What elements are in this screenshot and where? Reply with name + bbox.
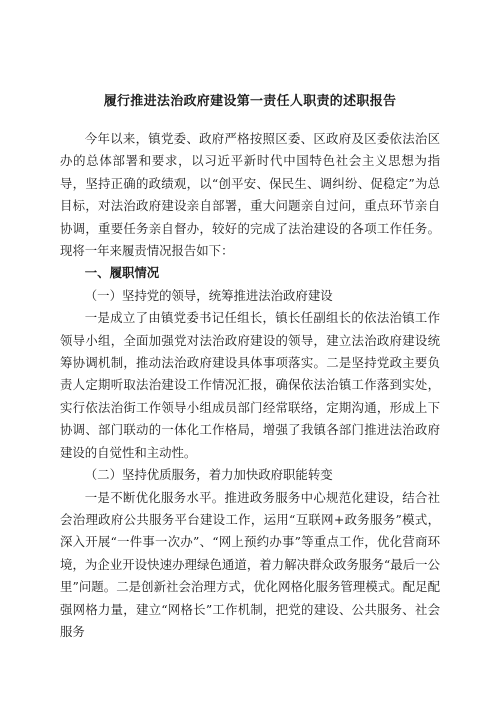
- subsection-heading-party-leadership: （一）坚持党的领导，统筹推进法治政府建设: [84, 287, 333, 303]
- section-heading-performance: 一、履职情况: [84, 265, 160, 281]
- intro-paragraph: 今年以来，镇党委、政府严格按照区委、区政府及区委依法治区办的总体部署和要求，以习近平新时代中国特色社会主义思想为指导，坚持正确的政绩观，以“创平安、保民生、调纠纷、促稳定”为总目标，对法治政府建设亲自部署，重大问题亲自过问，重点环节亲自协调，重要任务亲自督办，较好的完成了法治建设的各项工作任务。现将一年来履责情况报告如下：: [60, 131, 440, 259]
- document-body: [60, 128, 440, 643]
- subsection-paragraph-party-leadership: 一是成立了由镇党委书记任组长，镇长任副组长的依法治镇工作领导小组，全面加强党对法治政府建设的领导，建立法治政府建设统筹协调机制，推动法治政府建设具体事项落实。二是坚持党政主要负责人定期听取法治建设工作情况汇报，确保依法治镇工作落到实处，实行依法治街工作领导小组成员部门经常联络，定期沟通，形成上下协调、部门联动的一体化工作格局，增强了我镇各部门推进法治政府建设的自觉性和主动性。: [60, 310, 440, 460]
- document-title: 履行推进法治政府建设第一责任人职责的述职报告: [103, 94, 397, 109]
- subsection-paragraph-quality-service: 一是不断优化服务水平。推进政务服务中心规范化建设，结合社会治理政府公共服务平台建设工作，运用“互联网+政务服务”模式，深入开展“一件事一次办”、“网上预约办事”等重点工作，优化营商环境，为企业开设快速办理绿色通道，着力解决群众政务服务“最后一公里”问题。二是创新社会治理方式，优化网格化服务管理模式。配足配强网格力量，建立“网格长”工作机制，把党的建设、公共服务、社会服务: [60, 489, 440, 639]
- subsection-heading-quality-service: （二）坚持优质服务，着力加快政府职能转变: [84, 467, 333, 483]
